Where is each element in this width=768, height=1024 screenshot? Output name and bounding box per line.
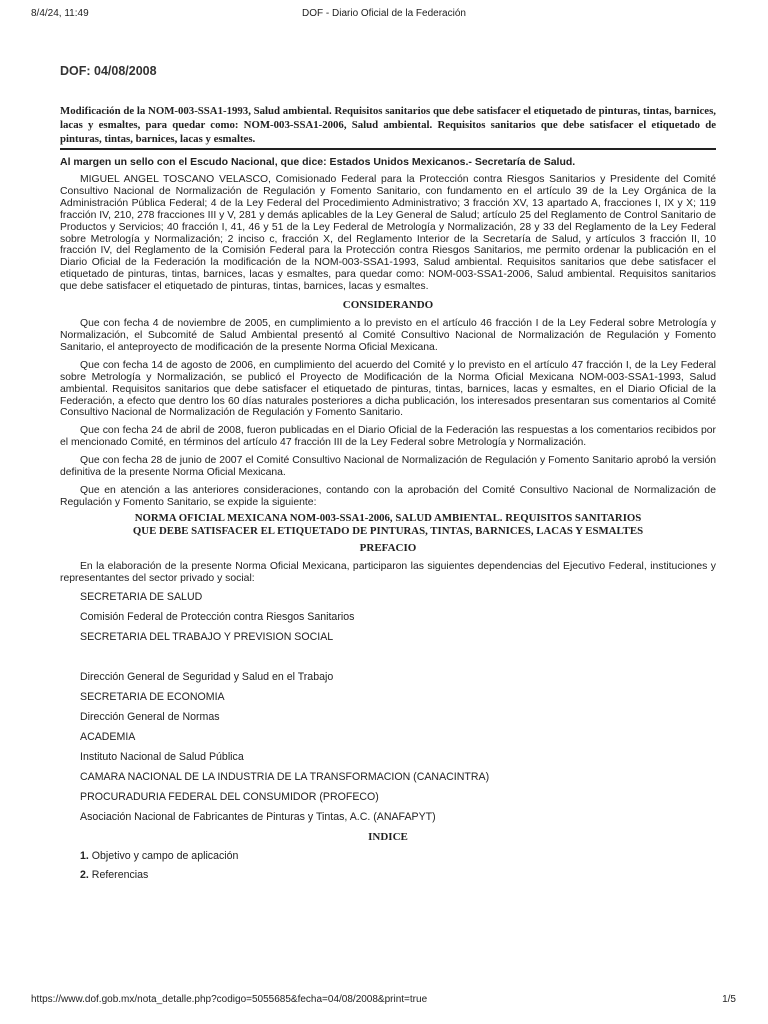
- norma-heading-line: QUE DEBE SATISFACER EL ETIQUETADO DE PINTURAS, TINTAS, BARNICES, LACAS Y ESMALTES: [132, 524, 644, 537]
- considerando-paragraph: Que con fecha 28 de junio de 2007 el Comité Consultivo Nacional de Normalización de Regulación y Fomento Sanitario aprobó la versión definitiva de la presente Norma Oficial Mexicana.: [60, 455, 716, 479]
- participant-item: Comisión Federal de Protección contra Riesgos Sanitarios: [80, 610, 355, 623]
- participant-item: Dirección General de Normas: [80, 710, 220, 723]
- considerando-paragraph: Que con fecha 4 de noviembre de 2005, en cumplimiento a lo previsto en el artículo 46 fracción I de la Ley Federal sobre Metrología y Normalización, el Subcomité de Salud Ambiental presentó al Comité Consultivo Nacional de Normalización de Regulación y Fomento Sanitario, el anteproyecto de modificación de la presente Norma Oficial Mexicana.: [60, 318, 716, 353]
- participant-item: CAMARA NACIONAL DE LA INDUSTRIA DE LA TRANSFORMACION (CANACINTRA): [80, 770, 490, 783]
- indice-label: Referencias: [91, 868, 149, 881]
- print-datetime: 8/4/24, 11:49: [31, 8, 89, 19]
- considerando-paragraph: Que con fecha 24 de abril de 2008, fueron publicadas en el Diario Oficial de la Federación las respuestas a los comentarios recibidos por el mencionado Comité, en términos del artículo 47 fracción III de la Ley Federal sobre Metrología y Normalización.: [60, 425, 716, 449]
- intro-paragraph: MIGUEL ANGEL TOSCANO VELASCO, Comisionado Federal para la Protección contra Riesgos Sanitarios y Presidente del Comité Consultivo Nacional de Normalización de Regulación y Fomento Sanitario, con fundamento en el artículo 39 de la Ley Orgánica de la Administración Pública Federal; 4 de la Ley Federal del Procedimiento Administrativo; 3 fracción XV, 13 apartado A, fracciones I, IX y X; 119 fracción IV, 210, 278 fracciones III y V, 281 y demás aplicables de la Ley General de Salud; artículo 25 del Reglamento de Control Sanitario de Productos y Servicios; 40 fracción I, 41, 46 y 51 de la Ley Federal de Metrología y Normalización, 28 y 33 del Reglamento de la Ley Federal sobre Metrología y Normalización; 2 inciso c, fracción X, del Reglamento Interior de la Secretaría de Salud, y artículos 3 fracción II, 10 fracción IV, del Reglamento de la Comisión Federal para la Protección contra Riesgos Sanitarios, me permito ordenar la publicación en el Diario Oficial de la Federación la modificación de la NOM-003-SSA1-1993, Salud ambiental. Requisitos sanitarios que debe satisfacer el etiquetado de pinturas, tintas, barnices, lacas y esmaltes, para quedar como: NOM-003-SSA1-2006, Salud ambiental. Requisitos sanitarios que debe satisfacer el etiquetado de pinturas, tintas, barnices, lacas y esmaltes.: [60, 174, 716, 293]
- participant-item: SECRETARIA DE ECONOMIA: [80, 690, 225, 703]
- norma-heading: [60, 512, 716, 538]
- dof-date: DOF: 04/08/2008: [60, 64, 157, 78]
- indice-number: 2.: [80, 868, 89, 881]
- considerando-paragraph: Que en atención a las anteriores consideraciones, contando con la aprobación del Comité Consultivo Nacional de Normalización de Regulación y Fomento Sanitario, se expide la siguiente:: [60, 484, 716, 508]
- print-header: [0, 8, 768, 24]
- indice-heading: INDICE: [368, 830, 408, 843]
- document-title: Modificación de la NOM-003-SSA1-1993, Salud ambiental. Requisitos sanitarios que debe satisfacer el etiquetado de pinturas, tintas, barnices, lacas y esmaltes, para quedar como: NOM-003-SSA1-2006, Salud ambiental. Requisitos sanitarios que debe satisfacer el etiquetado de pinturas, tintas, barnices, lacas y esmaltes.: [60, 104, 716, 150]
- participant-item: Dirección General de Seguridad y Salud en el Trabajo: [80, 670, 334, 683]
- page-indicator: 1/5: [722, 994, 736, 1005]
- considerando-paragraph: Que con fecha 14 de agosto de 2006, en cumplimiento del acuerdo del Comité y lo previsto en el artículo 47 fracción I, de la Ley Federal sobre Metrología y Normalización, se publicó el Proyecto de Modificación de la Norma Oficial Mexicana NOM-003-SSA1-1993, Salud ambiental. Requisitos sanitarios que debe satisfacer el etiquetado de pinturas, tintas, barnices, lacas y esmaltes, en el Diario Oficial de la Federación, a efecto que dentro los 60 días naturales posteriores a dicha publicación, los interesados presentaran sus comentarios al Comité Consultivo Nacional de Normalización de Regulación y Fomento Sanitario.: [60, 359, 716, 419]
- document-body: [60, 64, 716, 888]
- participant-item: SECRETARIA DE SALUD: [80, 590, 203, 603]
- participant-item: ACADEMIA: [80, 730, 136, 743]
- prefacio-heading: PREFACIO: [359, 541, 417, 554]
- list-spacer: [60, 651, 716, 671]
- sello-line: Al margen un sello con el Escudo Nacional, que dice: Estados Unidos Mexicanos.- Secretaría de Salud.: [60, 156, 576, 168]
- participant-item: SECRETARIA DEL TRABAJO Y PREVISION SOCIAL: [80, 630, 334, 643]
- indice-item: [80, 850, 716, 862]
- print-footer: [0, 994, 768, 1010]
- print-page-title: DOF - Diario Oficial de la Federación: [302, 8, 466, 19]
- participant-item: Asociación Nacional de Fabricantes de Pinturas y Tintas, A.C. (ANAFAPYT): [80, 810, 436, 823]
- print-url: https://www.dof.gob.mx/nota_detalle.php?codigo=5055685&fecha=04/08/2008&print=true: [31, 994, 428, 1005]
- participant-item: PROCURADURIA FEDERAL DEL CONSUMIDOR (PROFECO): [80, 790, 379, 803]
- participant-item: Instituto Nacional de Salud Pública: [80, 750, 244, 763]
- prefacio-intro: En la elaboración de la presente Norma Oficial Mexicana, participaron las siguientes dependencias del Ejecutivo Federal, instituciones y representantes del sector privado y social:: [60, 560, 716, 584]
- indice-item: [80, 869, 716, 881]
- norma-heading-line: NORMA OFICIAL MEXICANA NOM-003-SSA1-2006, SALUD AMBIENTAL. REQUISITOS SANITARIOS: [134, 511, 642, 524]
- indice-number: 1.: [80, 849, 89, 862]
- indice-label: Objetivo y campo de aplicación: [91, 849, 239, 862]
- considerando-heading: CONSIDERANDO: [342, 299, 434, 312]
